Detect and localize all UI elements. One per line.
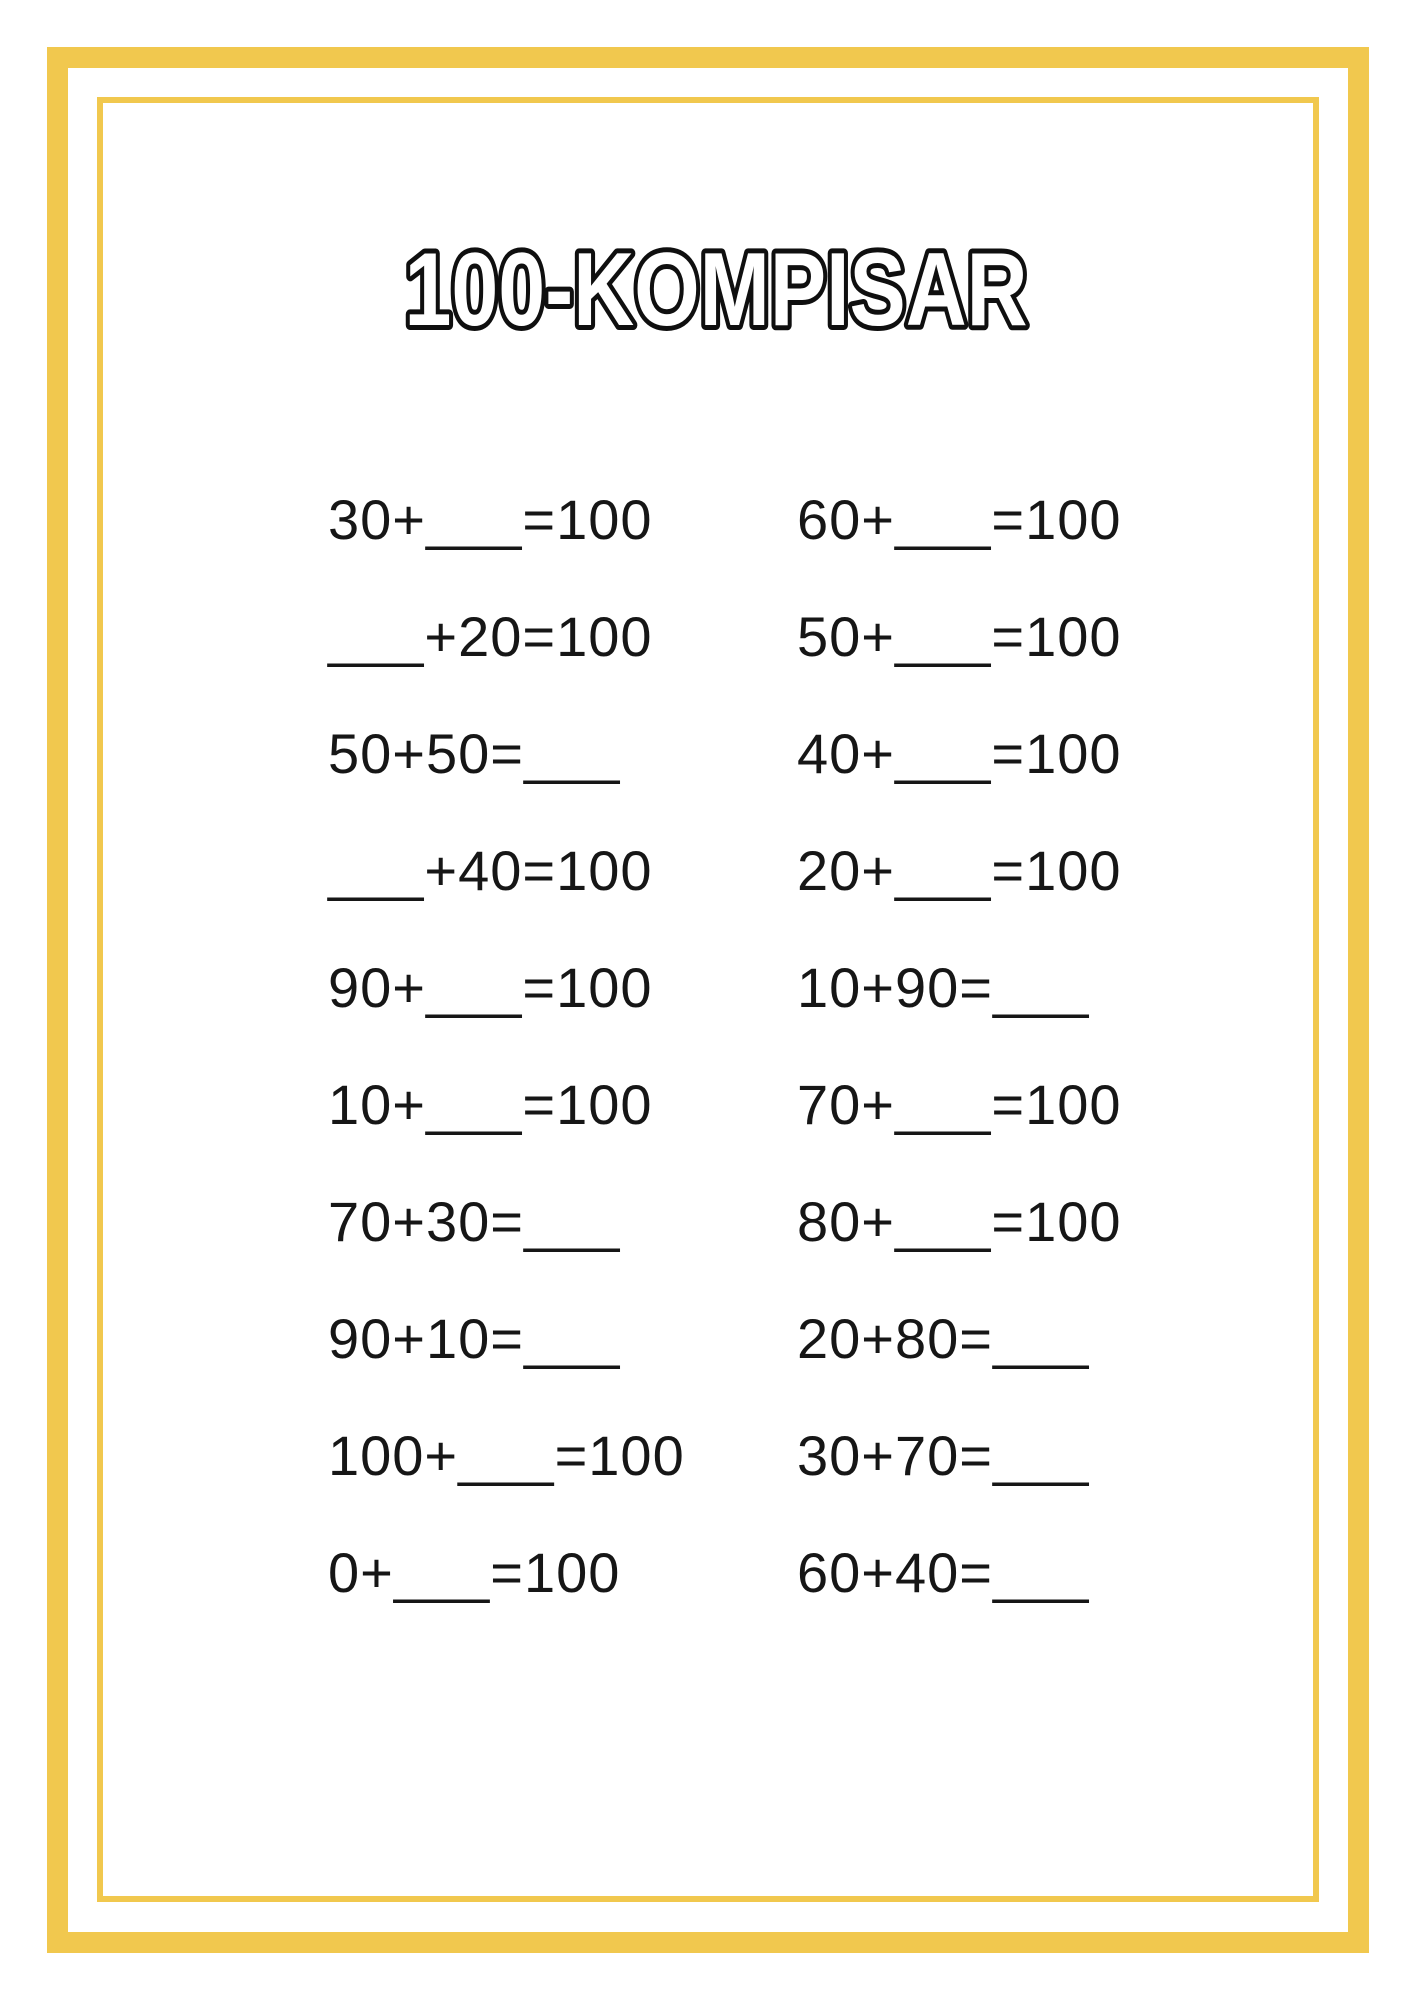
problems-grid: [328, 461, 1122, 1631]
problem: 50+50=___: [328, 721, 621, 785]
problem: 90+10=___: [328, 1306, 621, 1370]
title-banner: [0, 0, 1414, 380]
problem: ___+40=100: [328, 838, 653, 902]
problem: 30+___=100: [328, 487, 653, 551]
problem: 100+___=100: [328, 1423, 685, 1487]
problem: 20+80=___: [797, 1306, 1090, 1370]
problem: 70+___=100: [797, 1072, 1122, 1136]
problem: ___+20=100: [328, 604, 653, 668]
problem: 80+___=100: [797, 1189, 1122, 1253]
problem: 10+90=___: [797, 955, 1090, 1019]
problem: 30+70=___: [797, 1423, 1090, 1487]
problem: 10+___=100: [328, 1072, 653, 1136]
problem: 70+30=___: [328, 1189, 621, 1253]
problem: 60+40=___: [797, 1540, 1090, 1604]
problem: 60+___=100: [797, 487, 1122, 551]
problem: 50+___=100: [797, 604, 1122, 668]
page-title: 100-KOMPISAR: [404, 232, 1028, 348]
problem: 20+___=100: [797, 838, 1122, 902]
problem: 90+___=100: [328, 955, 653, 1019]
problem: 0+___=100: [328, 1540, 621, 1604]
problem: 40+___=100: [797, 721, 1122, 785]
